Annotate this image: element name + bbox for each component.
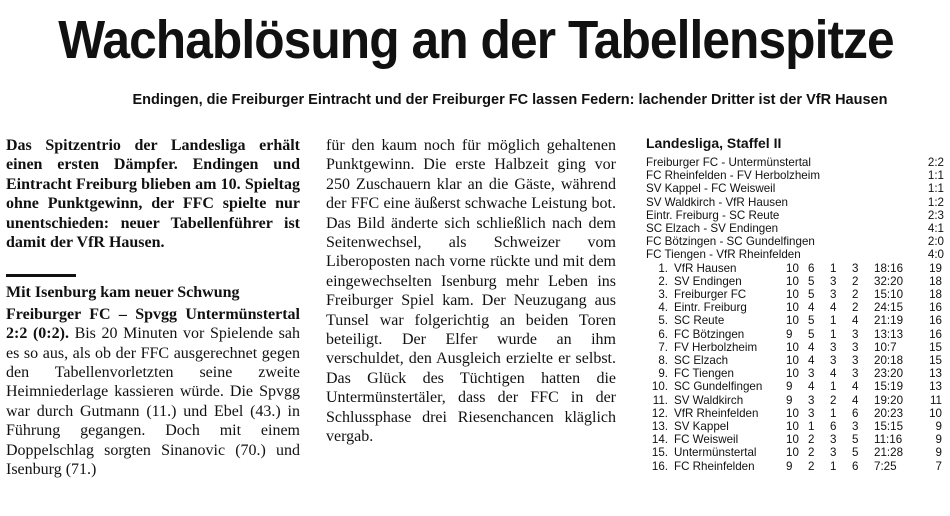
standing-points: 13 bbox=[929, 380, 942, 394]
standing-played: 10 bbox=[786, 314, 799, 328]
standing-position: 8. bbox=[658, 354, 668, 368]
standing-wins: 3 bbox=[808, 393, 815, 407]
standing-position: 2. bbox=[658, 274, 668, 288]
standing-goals: 11:16 bbox=[874, 433, 903, 447]
standing-team: Freiburger FC bbox=[674, 288, 747, 302]
standing-team: SV Endingen bbox=[674, 274, 742, 288]
standing-losses: 5 bbox=[852, 446, 859, 460]
result-score: 2:3 bbox=[927, 208, 944, 222]
standing-wins: 3 bbox=[808, 367, 815, 381]
standing-team: SV Kappel bbox=[674, 420, 729, 434]
result-score: 1:1 bbox=[927, 182, 944, 196]
result-row bbox=[646, 196, 944, 209]
section-subhead: Mit Isenburg kam neuer Schwung bbox=[6, 284, 240, 302]
standings-row bbox=[646, 460, 944, 473]
standing-points: 11 bbox=[929, 393, 942, 407]
subheadline: Endingen, die Freiburger Eintracht und der Freiburger FC lassen Federn: lachender Dritter ist der VfR Hausen bbox=[132, 92, 888, 108]
standing-goals: 21:28 bbox=[874, 446, 904, 460]
result-match: SV Kappel - FC Weisweil bbox=[646, 182, 776, 196]
standing-goals: 21:19 bbox=[874, 314, 904, 328]
headline: Wachablösung an der Tabellenspitze bbox=[58, 10, 894, 70]
standing-played: 10 bbox=[786, 301, 799, 315]
standing-team: Eintr. Freiburg bbox=[674, 301, 747, 315]
league-table-box bbox=[646, 134, 944, 473]
standing-played: 10 bbox=[786, 274, 799, 288]
standing-position: 14. bbox=[651, 433, 668, 447]
body-paragraph bbox=[6, 305, 300, 480]
standing-wins: 2 bbox=[808, 446, 815, 460]
standings-row bbox=[646, 420, 944, 433]
standing-losses: 6 bbox=[852, 406, 859, 420]
standing-wins: 4 bbox=[808, 380, 815, 394]
standing-losses: 2 bbox=[852, 288, 859, 302]
standing-losses: 5 bbox=[852, 433, 859, 447]
standing-position: 6. bbox=[658, 327, 668, 341]
result-match: SV Waldkirch - VfR Hausen bbox=[646, 195, 788, 209]
standing-losses: 3 bbox=[852, 327, 859, 341]
standings-table bbox=[646, 262, 944, 473]
standing-position: 1. bbox=[658, 261, 668, 275]
standing-goals: 18:16 bbox=[874, 261, 904, 275]
standing-points: 18 bbox=[929, 288, 942, 302]
standing-goals: 15:10 bbox=[874, 288, 904, 302]
results-list bbox=[646, 156, 944, 262]
standing-wins: 5 bbox=[808, 274, 815, 288]
standing-losses: 3 bbox=[852, 367, 859, 381]
standing-wins: 2 bbox=[808, 459, 815, 473]
standing-wins: 2 bbox=[808, 433, 815, 447]
standing-points: 16 bbox=[929, 314, 942, 328]
standing-losses: 2 bbox=[852, 274, 859, 288]
standing-team: SC Reute bbox=[674, 314, 725, 328]
result-match: Freiburger FC - Untermünstertal bbox=[646, 156, 811, 169]
standing-played: 9 bbox=[786, 393, 793, 407]
standing-losses: 2 bbox=[852, 301, 859, 315]
standing-played: 10 bbox=[786, 354, 799, 368]
result-score: 2:0 bbox=[927, 235, 944, 249]
standing-draws: 3 bbox=[830, 354, 837, 368]
standings-row bbox=[646, 301, 944, 314]
standing-goals: 10:7 bbox=[874, 340, 897, 354]
standing-losses: 3 bbox=[852, 354, 859, 368]
standing-points: 19 bbox=[929, 261, 942, 275]
standing-losses: 4 bbox=[852, 393, 859, 407]
standing-draws: 1 bbox=[830, 459, 837, 473]
standing-draws: 3 bbox=[830, 288, 837, 302]
body-paragraph-continued: für den kaum noch für möglich gehaltenen Punktgewinn. Die erste Halbzeit ging vor 250 Zuschauern klar an die Gäste, während der FFC eine äußerst schwache Leistung bot. Das Bild änderte sich schließlich nach dem Seitenwechsel, als Schweizer vom Liberoposten nach vorne rückte und mit dem eingewechselten Isenburg mehr Leben ins Freiburger Spiel kam. Der Neuzugang aus Tunsel war folgerichtig an beiden Toren beteiligt. Der Elfer wurde an ihm verschuldet, den Ausgleich erzielte er selbst. Das Glück des Tüchtigen hatten die Untermünstertäler, dass der FFC in der Schlussphase drei Riesenchancen kläglich vergab. bbox=[326, 137, 616, 446]
standing-goals: 7:25 bbox=[874, 459, 897, 473]
standing-points: 13 bbox=[929, 367, 942, 381]
standing-team: Untermünstertal bbox=[674, 446, 757, 460]
standing-draws: 3 bbox=[830, 446, 837, 460]
standing-points: 9 bbox=[935, 446, 942, 460]
table-title: Landesliga, Staffel II bbox=[646, 135, 782, 151]
standing-played: 10 bbox=[786, 420, 799, 434]
standing-team: FV Herbolzheim bbox=[674, 340, 758, 354]
standing-points: 9 bbox=[935, 433, 942, 447]
standing-wins: 5 bbox=[808, 314, 815, 328]
result-match: Eintr. Freiburg - SC Reute bbox=[646, 208, 780, 222]
standing-played: 9 bbox=[786, 327, 793, 341]
standing-position: 16. bbox=[651, 459, 668, 473]
standing-draws: 3 bbox=[830, 274, 837, 288]
standing-draws: 1 bbox=[830, 406, 837, 420]
standing-wins: 1 bbox=[808, 420, 815, 434]
standing-points: 16 bbox=[929, 301, 942, 315]
standing-draws: 1 bbox=[830, 314, 837, 328]
standing-team: FC Rheinfelden bbox=[674, 459, 755, 473]
standing-wins: 4 bbox=[808, 301, 815, 315]
standing-goals: 23:20 bbox=[874, 367, 904, 381]
standings-row bbox=[646, 367, 944, 380]
standing-points: 15 bbox=[929, 354, 942, 368]
standing-goals: 20:18 bbox=[874, 354, 904, 368]
standings-row bbox=[646, 407, 944, 420]
standing-draws: 4 bbox=[830, 301, 837, 315]
standing-position: 3. bbox=[658, 288, 668, 302]
standing-wins: 6 bbox=[808, 261, 815, 275]
standing-losses: 4 bbox=[852, 380, 859, 394]
standing-played: 10 bbox=[786, 446, 799, 460]
standings-row bbox=[646, 433, 944, 446]
result-row bbox=[646, 248, 944, 261]
standing-draws: 3 bbox=[830, 340, 837, 354]
standings-row bbox=[646, 394, 944, 407]
result-row bbox=[646, 169, 944, 182]
standing-points: 15 bbox=[929, 340, 942, 354]
result-score: 4:1 bbox=[927, 222, 944, 236]
body-text: Bis 20 Minuten vor Spielende sah es so aus, als ob der FFC ausgerechnet gegen den Tabellenvorletzten seine zweite Heimniederlage kassieren würde. Die Spvgg war durch Gutmann (11.) und Ebel (43.) in Führung gegangen. Doch mit einem Doppelschlag sorgten Sinanovic (70.) und Isenburg (71.) bbox=[6, 325, 300, 479]
article-column-2 bbox=[326, 136, 616, 447]
standing-goals: 13:13 bbox=[874, 327, 904, 341]
standing-team: SV Waldkirch bbox=[674, 393, 744, 407]
standing-played: 10 bbox=[786, 433, 799, 447]
result-match: FC Rheinfelden - FV Herbolzheim bbox=[646, 169, 820, 183]
result-score: 2:2 bbox=[927, 156, 944, 169]
standing-points: 9 bbox=[935, 420, 942, 434]
standing-played: 10 bbox=[786, 367, 799, 381]
standing-played: 9 bbox=[786, 459, 793, 473]
standing-losses: 3 bbox=[852, 340, 859, 354]
standing-goals: 20:23 bbox=[874, 406, 904, 420]
result-score: 1:1 bbox=[927, 169, 944, 183]
result-row bbox=[646, 156, 944, 169]
standing-goals: 32:20 bbox=[874, 274, 904, 288]
result-row bbox=[646, 222, 944, 235]
standing-team: FC Tiengen bbox=[674, 367, 734, 381]
standings-row bbox=[646, 354, 944, 367]
standings-row bbox=[646, 341, 944, 354]
standing-played: 10 bbox=[786, 288, 799, 302]
standing-goals: 19:20 bbox=[874, 393, 904, 407]
standing-wins: 5 bbox=[808, 288, 815, 302]
standing-wins: 4 bbox=[808, 354, 815, 368]
section-rule bbox=[6, 274, 76, 277]
result-row bbox=[646, 235, 944, 248]
standings-row bbox=[646, 446, 944, 459]
standing-wins: 5 bbox=[808, 327, 815, 341]
standings-row bbox=[646, 288, 944, 301]
standings-row bbox=[646, 275, 944, 288]
standing-position: 10. bbox=[651, 380, 668, 394]
standing-played: 10 bbox=[786, 340, 799, 354]
standing-team: FC Weisweil bbox=[674, 433, 739, 447]
result-row bbox=[646, 182, 944, 195]
lead-paragraph: Das Spitzentrio der Landesliga erhält einen ersten Dämpfer. Endingen und Eintracht Freiburg blieben am 10. Spieltag ohne Punktgewinn, der FFC spielte nur unentschieden: neuer Tabellenführer ist damit der VfR Hausen. bbox=[6, 137, 300, 252]
standing-points: 18 bbox=[929, 274, 942, 288]
standing-position: 9. bbox=[658, 367, 668, 381]
standing-position: 15. bbox=[651, 446, 668, 460]
standing-draws: 3 bbox=[830, 433, 837, 447]
result-row bbox=[646, 209, 944, 222]
standing-draws: 2 bbox=[830, 393, 837, 407]
standing-draws: 1 bbox=[830, 261, 837, 275]
standing-points: 16 bbox=[929, 327, 942, 341]
standing-team: VfR Rheinfelden bbox=[674, 406, 759, 420]
standing-draws: 1 bbox=[830, 327, 837, 341]
match-result: Freiburger FC – Spvgg Untermünstertal 2:2 (0:2). bbox=[6, 305, 300, 343]
standing-position: 13. bbox=[651, 420, 668, 434]
standing-goals: 15:19 bbox=[874, 380, 904, 394]
standing-team: VfR Hausen bbox=[674, 261, 737, 275]
standing-points: 7 bbox=[935, 459, 942, 473]
result-match: SC Elzach - SV Endingen bbox=[646, 222, 779, 236]
standings-row bbox=[646, 328, 944, 341]
standing-position: 12. bbox=[651, 406, 668, 420]
result-match: FC Tiengen - VfR Rheinfelden bbox=[646, 248, 801, 262]
standing-position: 11. bbox=[652, 393, 668, 407]
standing-draws: 1 bbox=[830, 380, 837, 394]
standing-losses: 3 bbox=[852, 261, 859, 275]
standing-draws: 4 bbox=[830, 367, 837, 381]
standings-row bbox=[646, 314, 944, 327]
standing-losses: 6 bbox=[852, 459, 859, 473]
standing-team: FC Bötzingen bbox=[674, 327, 745, 341]
result-match: FC Bötzingen - SC Gundelfingen bbox=[646, 235, 815, 249]
standing-position: 7. bbox=[658, 340, 668, 354]
standing-goals: 24:15 bbox=[874, 301, 904, 315]
standings-row bbox=[646, 262, 944, 275]
standing-draws: 6 bbox=[830, 420, 837, 434]
standing-points: 10 bbox=[929, 406, 942, 420]
standing-position: 4. bbox=[658, 301, 668, 315]
standing-played: 9 bbox=[786, 380, 793, 394]
standing-goals: 15:15 bbox=[874, 420, 904, 434]
standing-wins: 4 bbox=[808, 340, 815, 354]
standing-losses: 3 bbox=[852, 420, 859, 434]
standing-team: SC Gundelfingen bbox=[674, 380, 763, 394]
standing-wins: 3 bbox=[808, 406, 815, 420]
standing-played: 10 bbox=[786, 406, 799, 420]
standing-played: 10 bbox=[786, 261, 799, 275]
standings-row bbox=[646, 380, 944, 393]
standing-losses: 4 bbox=[852, 314, 859, 328]
result-score: 4:0 bbox=[927, 248, 944, 262]
standing-team: SC Elzach bbox=[674, 354, 729, 368]
article-column-1 bbox=[6, 136, 300, 480]
standing-position: 5. bbox=[658, 314, 668, 328]
result-score: 1:2 bbox=[927, 195, 944, 209]
